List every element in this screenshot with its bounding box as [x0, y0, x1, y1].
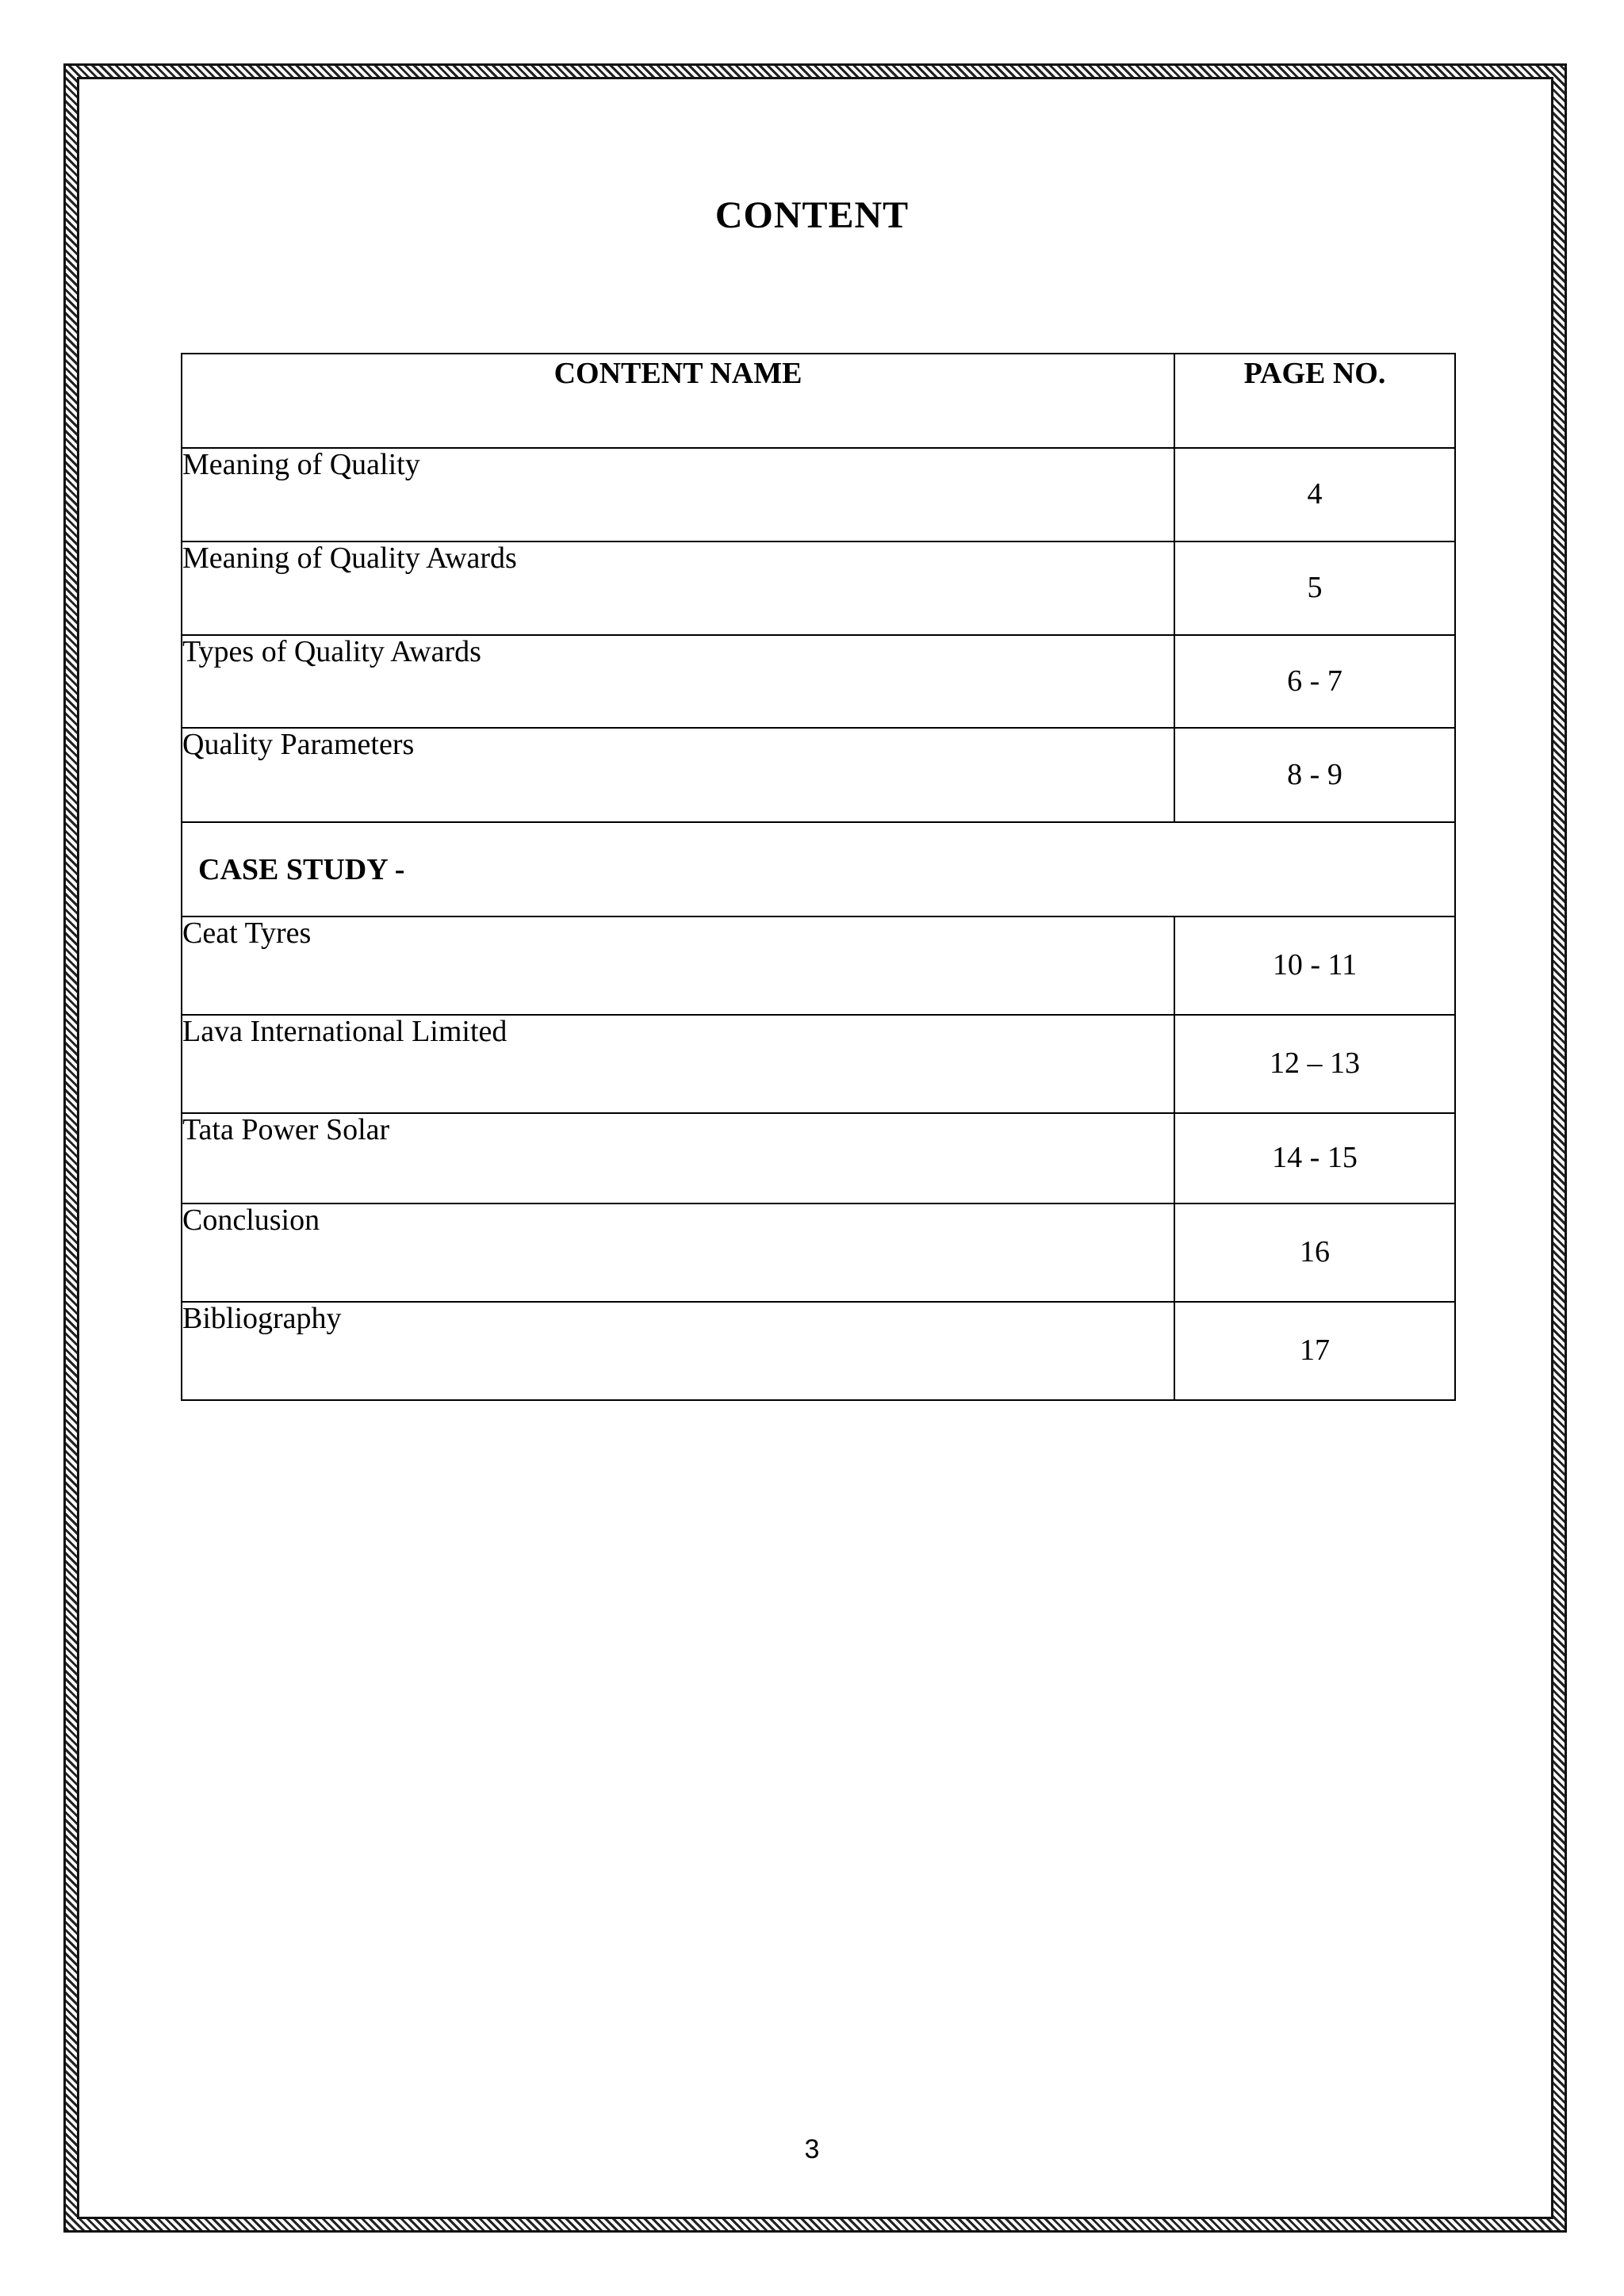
- content-name-cell: Lava International Limited: [182, 1015, 1174, 1113]
- table-row: [182, 1015, 1455, 1113]
- table-row: [182, 1203, 1455, 1302]
- page-no-cell: 8 - 9: [1174, 728, 1455, 822]
- content-name-cell: Types of Quality Awards: [182, 635, 1174, 728]
- content-name-cell: Meaning of Quality: [182, 448, 1174, 541]
- page-no-cell: 14 - 15: [1174, 1113, 1455, 1203]
- table-row: [182, 728, 1455, 822]
- table-row: [182, 541, 1455, 635]
- content-name-cell: Tata Power Solar: [182, 1113, 1174, 1203]
- table-row: [182, 1113, 1455, 1203]
- table-row: [182, 1302, 1455, 1400]
- page-no-cell: 4: [1174, 448, 1455, 541]
- content-name-cell: Meaning of Quality Awards: [182, 541, 1174, 635]
- content-name-cell: Conclusion: [182, 1203, 1174, 1302]
- section-row: [182, 822, 1455, 916]
- content-name-cell: Ceat Tyres: [182, 916, 1174, 1015]
- page-number: 3: [804, 2134, 820, 2164]
- case-study-heading: CASE STUDY -: [182, 822, 1455, 916]
- table-row: [182, 916, 1455, 1015]
- table-row: [182, 448, 1455, 541]
- content-name-cell: Quality Parameters: [182, 728, 1174, 822]
- table-row: [182, 635, 1455, 728]
- page-no-cell: 10 - 11: [1174, 916, 1455, 1015]
- page-no-cell: 17: [1174, 1302, 1455, 1400]
- table-header-row: [182, 354, 1455, 448]
- page-no-cell: 6 - 7: [1174, 635, 1455, 728]
- page-no-cell: 5: [1174, 541, 1455, 635]
- content-name-header: CONTENT NAME: [182, 354, 1174, 448]
- page-no-cell: 12 – 13: [1174, 1015, 1455, 1113]
- table-of-contents: [181, 353, 1456, 1401]
- page-title: CONTENT: [714, 194, 910, 236]
- page-no-header: PAGE NO.: [1174, 354, 1455, 448]
- page-no-cell: 16: [1174, 1203, 1455, 1302]
- content-name-cell: Bibliography: [182, 1302, 1174, 1400]
